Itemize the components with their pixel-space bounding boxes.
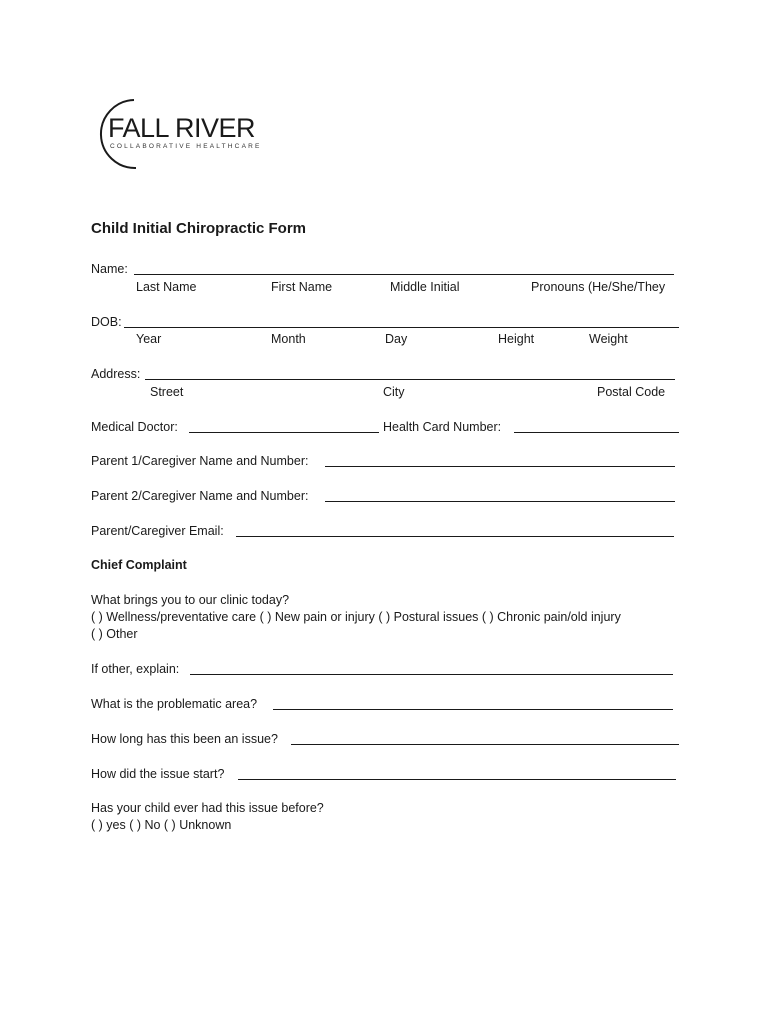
medical-doctor-field[interactable] [189, 432, 379, 433]
how-start-label: How did the issue start? [91, 767, 225, 781]
parent2-label: Parent 2/Caregiver Name and Number: [91, 489, 309, 503]
postal-code-label: Postal Code [597, 385, 666, 399]
form-title: Child Initial Chiropractic Form [91, 220, 307, 237]
health-card-field[interactable] [514, 432, 679, 433]
address-field[interactable] [145, 379, 675, 380]
first-name-label: First Name [271, 280, 333, 294]
height-label: Height [498, 332, 535, 346]
parent-email-label: Parent/Caregiver Email: [91, 524, 224, 538]
dob-field[interactable] [124, 327, 679, 328]
parent-email-field[interactable] [236, 536, 674, 537]
month-label: Month [271, 332, 306, 346]
middle-initial-label: Middle Initial [390, 280, 460, 294]
how-start-field[interactable] [238, 779, 676, 780]
medical-doctor-label: Medical Doctor: [91, 420, 178, 434]
how-long-field[interactable] [291, 744, 679, 745]
weight-label: Weight [589, 332, 628, 346]
last-name-label: Last Name [136, 280, 197, 294]
clinic-reason-other-option[interactable]: ( ) Other [91, 627, 138, 641]
name-label: Name: [91, 262, 128, 276]
how-long-label: How long has this been an issue? [91, 732, 278, 746]
clinic-reason-options[interactable]: ( ) Wellness/preventative care ( ) New pain or injury ( ) Postural issues ( ) Chronic pain/old injury [91, 610, 621, 624]
health-card-label: Health Card Number: [383, 420, 502, 434]
logo-tagline: COLLABORATIVE HEALTHCARE [110, 143, 262, 150]
name-field[interactable] [134, 274, 674, 275]
day-label: Day [385, 332, 408, 346]
pronouns-label: Pronouns (He/She/They [531, 280, 666, 294]
city-label: City [383, 385, 405, 399]
parent1-label: Parent 1/Caregiver Name and Number: [91, 454, 309, 468]
had-before-options[interactable]: ( ) yes ( ) No ( ) Unknown [91, 818, 232, 832]
street-label: Street [150, 385, 184, 399]
clinic-reason-question: What brings you to our clinic today? [91, 593, 290, 607]
address-label: Address: [91, 367, 141, 381]
parent1-field[interactable] [325, 466, 675, 467]
parent2-field[interactable] [325, 501, 675, 502]
problem-area-label: What is the problematic area? [91, 697, 258, 711]
problem-area-field[interactable] [273, 709, 673, 710]
chief-complaint-heading: Chief Complaint [91, 558, 187, 572]
dob-label: DOB: [91, 315, 122, 329]
year-label: Year [136, 332, 162, 346]
logo-name: FALL RIVER [108, 113, 256, 143]
had-before-question: Has your child ever had this issue before? [91, 801, 324, 815]
if-other-field[interactable] [190, 674, 673, 675]
if-other-label: If other, explain: [91, 662, 180, 676]
